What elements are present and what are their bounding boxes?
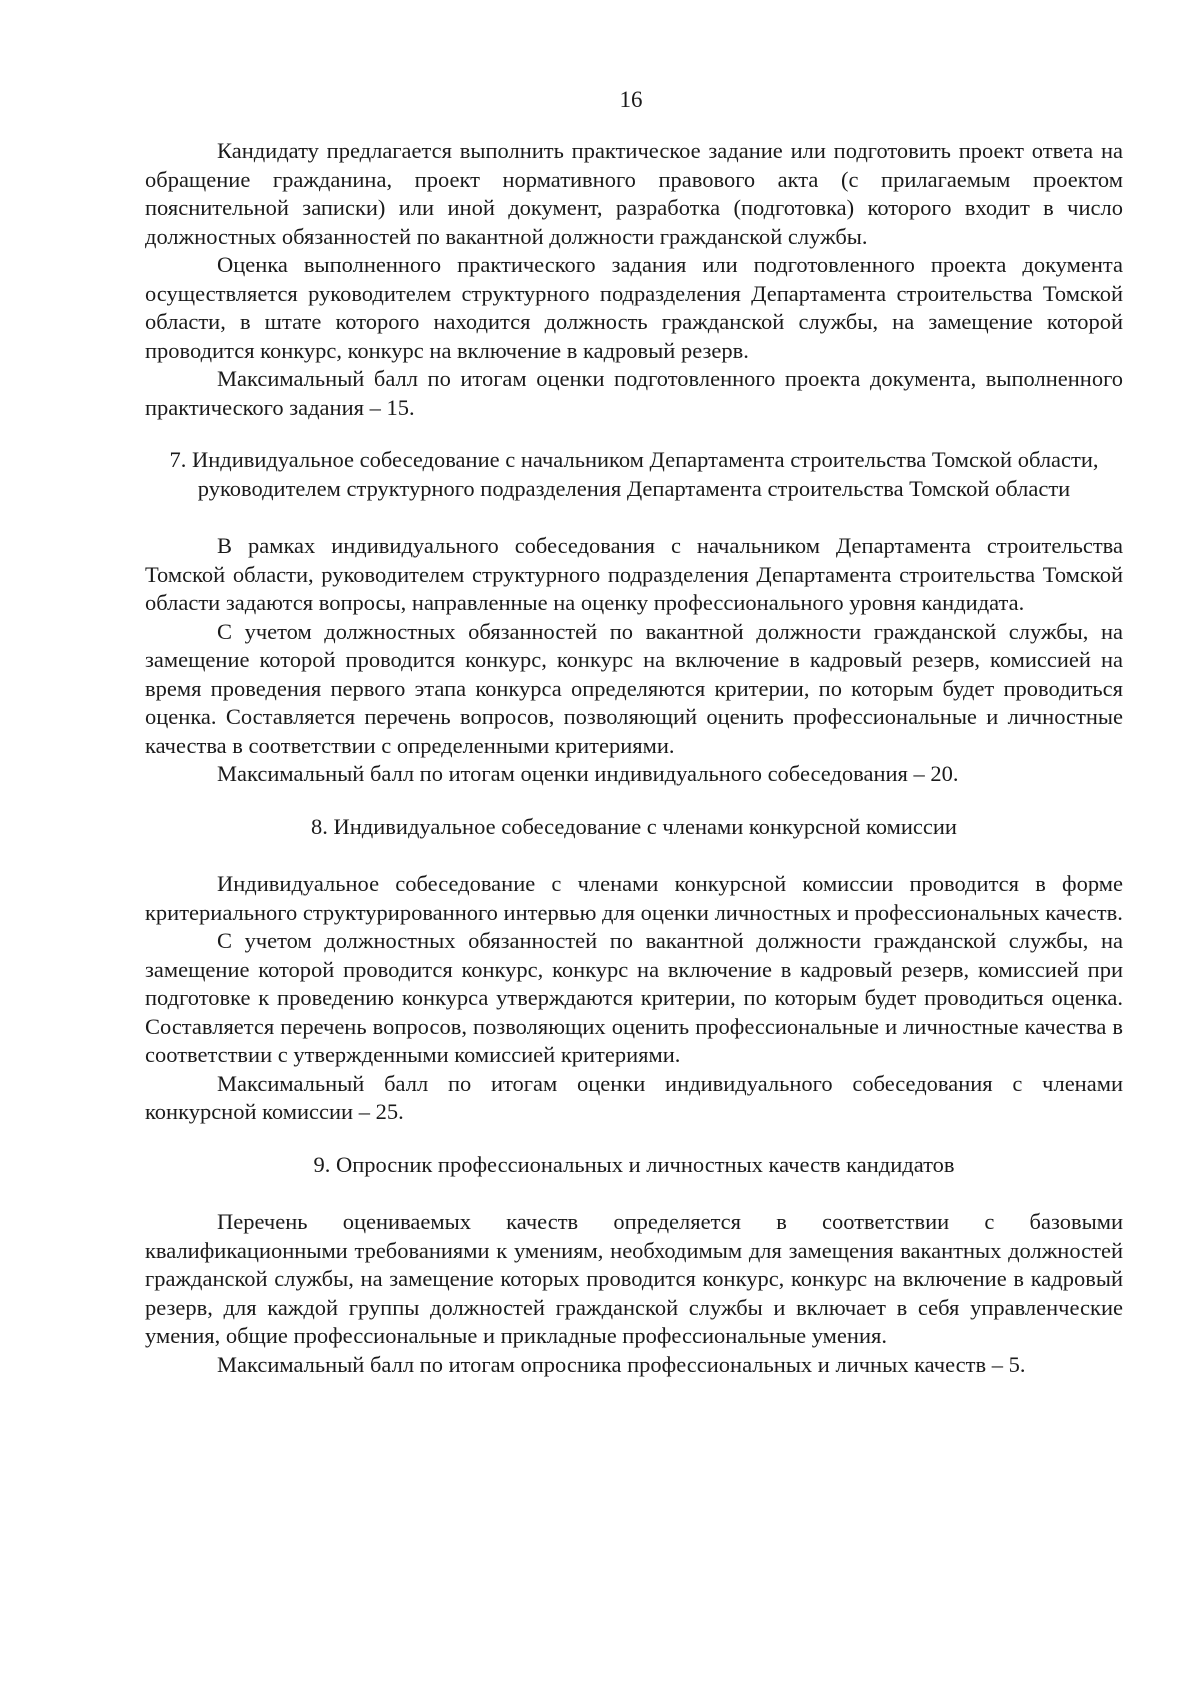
paragraph-interview-criteria: С учетом должностных обязанностей по вакантной должности гражданской службы, на замещение которой проводится конкурс, конкурс на включение в кадровый резерв, комиссией на время проведения первого этапа конкурса определяются критерии, по которым будет проводиться оценка. Составляется перечень вопросов, позволяющий оценить профессиональные и личностные качества в соответствии с определенными критериями.	[145, 618, 1123, 758]
paragraph-max-score-commission: Максимальный балл по итогам оценки индивидуального собеседования с членами конкурсной комиссии – 25.	[145, 1070, 1123, 1124]
paragraph-max-score-interview: Максимальный балл по итогам оценки индивидуального собеседования – 20.	[217, 761, 959, 786]
paragraph-practical-task: Кандидату предлагается выполнить практическое задание или подготовить проект ответа на обращение гражданина, проект нормативного правового акта (с прилагаемым проектом пояснительной записки) или иной документ, разработка (подготовка) которого входит в число должностных обязанностей по вакантной должности гражданской службы.	[145, 138, 1123, 249]
paragraph-commission-interview: Индивидуальное собеседование с членами конкурсной комиссии проводится в форме критериального структурированного интервью для оценки личностных и профессиональных качеств.	[145, 871, 1123, 925]
document-body	[145, 137, 1123, 1379]
section-heading-7: 7. Индивидуальное собеседование с начальником Департамента строительства Томской области, руководителем структурного подразделения Департамента строительства Томской области	[169, 447, 1099, 501]
page-number: 16	[619, 87, 643, 112]
section-heading-9: 9. Опросник профессиональных и личностных качеств кандидатов	[313, 1151, 955, 1177]
paragraph-max-score-questionnaire: Максимальный балл по итогам опросника профессиональных и личных качеств – 5.	[217, 1351, 1026, 1377]
section-heading-8: 8. Индивидуальное собеседование с членами конкурсной комиссии	[311, 813, 957, 839]
paragraph-qualities-list: Перечень оцениваемых качеств определяется в соответствии с базовыми квалификационными требованиями к умениям, необходимым для замещения вакантных должностей гражданской службы, на замещение которых проводится конкурс, конкурс на включение в кадровый резерв, для каждой группы должностей гражданской службы и включает в себя управленческие умения, общие профессиональные и прикладные профессиональные умения.	[145, 1209, 1123, 1348]
paragraph-task-evaluation: Оценка выполненного практического задания или подготовленного проекта документа осуществляется руководителем структурного подразделения Департамента строительства Томской области, в штате которого находится должность гражданской службы, на замещение которой проводится конкурс, конкурс на включение в кадровый резерв.	[145, 252, 1123, 363]
paragraph-max-score-task: Максимальный балл по итогам оценки подготовленного проекта документа, выполненного практического задания – 15.	[145, 366, 1123, 420]
paragraph-interview-head: В рамках индивидуального собеседования с начальником Департамента строительства Томской области, руководителем структурного подразделения Департамента строительства Томской области задаются вопросы, направленные на оценку профессионального уровня кандидата.	[145, 533, 1123, 615]
paragraph-commission-criteria: С учетом должностных обязанностей по вакантной должности гражданской службы, на замещение которой проводится конкурс, конкурс на включение в кадровый резерв, комиссией при подготовке к проведению конкурса утверждаются критерии, по которым будет проводиться оценка. Составляется перечень вопросов, позволяющих оценить профессиональные и личностные качества в соответствии с утвержденными комиссией критериями.	[145, 928, 1123, 1067]
